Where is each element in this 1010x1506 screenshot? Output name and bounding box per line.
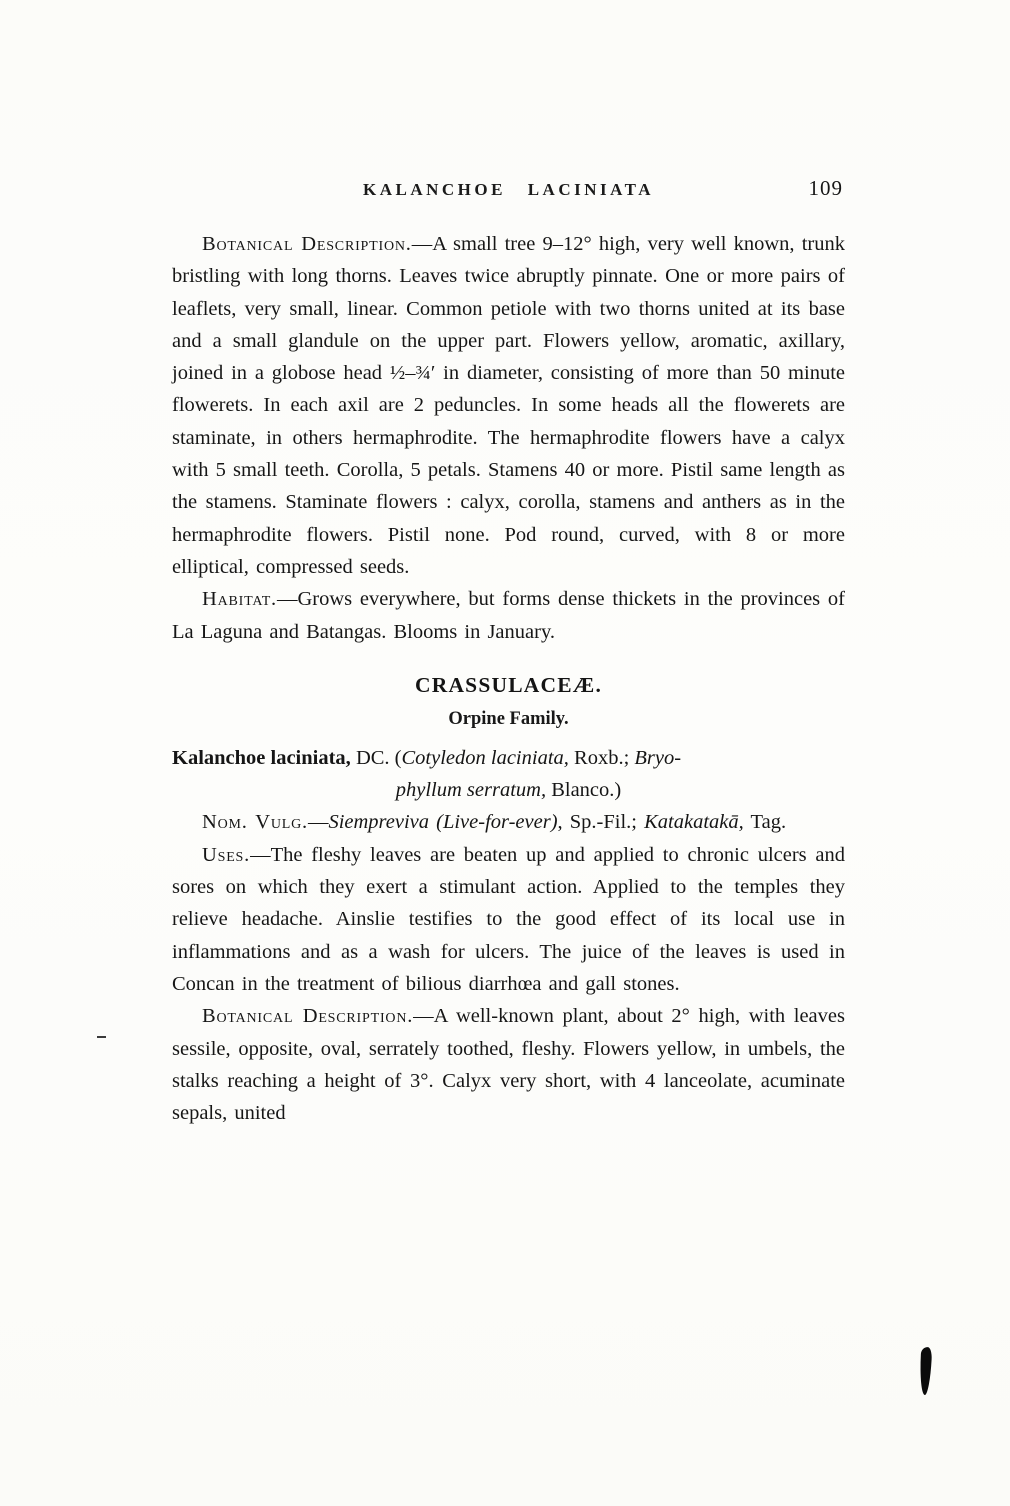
nom-vulg-vernacular-2: Katakatakā, <box>644 811 744 834</box>
species-synonym-2-authority: Blanco.) <box>546 779 622 802</box>
ink-blot-mark <box>919 1347 932 1396</box>
uses-text: —The fleshy leaves are beaten up and applied to chronic ulcers and sores on which they exert a stimulant action. Applied to the temples they relieve headache. Ainslie testifies to the good effect of its local use in inflammations and as a wash for ulcers. The juice of the leaves is used in Concan in the treatment of bilious diarrhœa and gall stones. <box>172 843 845 995</box>
family-heading: CRASSULACEÆ. <box>414 672 603 697</box>
running-title: KALANCHOE LACINIATA <box>363 180 654 199</box>
botanical-description-paragraph-1 <box>172 228 845 583</box>
page-body <box>172 228 845 1129</box>
nom-vulg-vernacular-1: Siempreviva (Live-for-ever) <box>328 811 558 834</box>
uses-paragraph <box>172 839 845 1000</box>
page-number: 109 <box>808 176 843 200</box>
margin-stray-mark <box>97 1036 106 1038</box>
species-synonym-2-continued: phyllum serratum, <box>395 779 547 802</box>
botanical1-text: —A small tree 9–12° high, very well known, trunk bristling with long thorns. Leaves twice abruptly pinnate. One or more pairs of leaflets, very small, linear. Common petiole with two thorns united at its base and a small glandule on the upper part. Flowers yellow, aromatic, axillary, joined in a globose head ½–¾′ in diameter, consisting of more than 50 minute flowerets. In each axil are 2 peduncles. In some heads all the flowerets are staminate, in others hermaphrodite. The hermaphrodite flowers have a calyx with 5 small teeth. Corolla, 5 petals. Stamens 40 or more. Pistil same length as the stamens. Staminate flowers : calyx, corolla, stamens and anthers as in the hermaphrodite flowers. Pistil none. Pod round, curved, with 8 or more elliptical, compressed seeds. <box>172 233 845 578</box>
habitat-label: Habitat. <box>202 588 277 611</box>
nom-vulg-label: Nom. Vulg. <box>202 811 308 834</box>
botanical1-label: Botanical Description. <box>202 233 412 255</box>
uses-label: Uses. <box>202 843 251 866</box>
species-name: Kalanchoe laciniata, <box>172 746 351 769</box>
family-subheading: Orpine Family. <box>448 708 569 729</box>
species-entry-line-1 <box>172 742 845 774</box>
species-synonym-1: Cotyledon laciniata, <box>401 746 569 769</box>
species-synonym-2-start: Bryo- <box>634 746 682 769</box>
botanical2-text: —A well-known plant, about 2° high, with leaves sessile, opposite, oval, serrately toothed, fleshy. Flowers yellow, in umbels, the stalks reaching a height of 3°. Calyx very short, with 4 lanceolate, acuminate sepals, united <box>172 1005 845 1125</box>
botanical-description-paragraph-2 <box>172 1000 845 1129</box>
nom-vulg-paragraph <box>172 806 845 838</box>
nom-vulg-end: Tag. <box>743 811 787 834</box>
species-authority: DC. ( <box>350 746 402 769</box>
nom-vulg-dash: — <box>307 811 329 834</box>
species-synonym-1-authority: Roxb.; <box>568 746 635 769</box>
habitat-paragraph <box>172 583 845 648</box>
botanical2-label: Botanical Description. <box>202 1005 414 1028</box>
page-header <box>172 176 845 206</box>
species-entry-line-2 <box>172 774 845 806</box>
habitat-text: —Grows everywhere, but forms dense thickets in the provinces of La Laguna and Batangas. Blooms in January. <box>172 588 845 643</box>
nom-vulg-mid: , Sp.-Fil.; <box>557 811 645 834</box>
